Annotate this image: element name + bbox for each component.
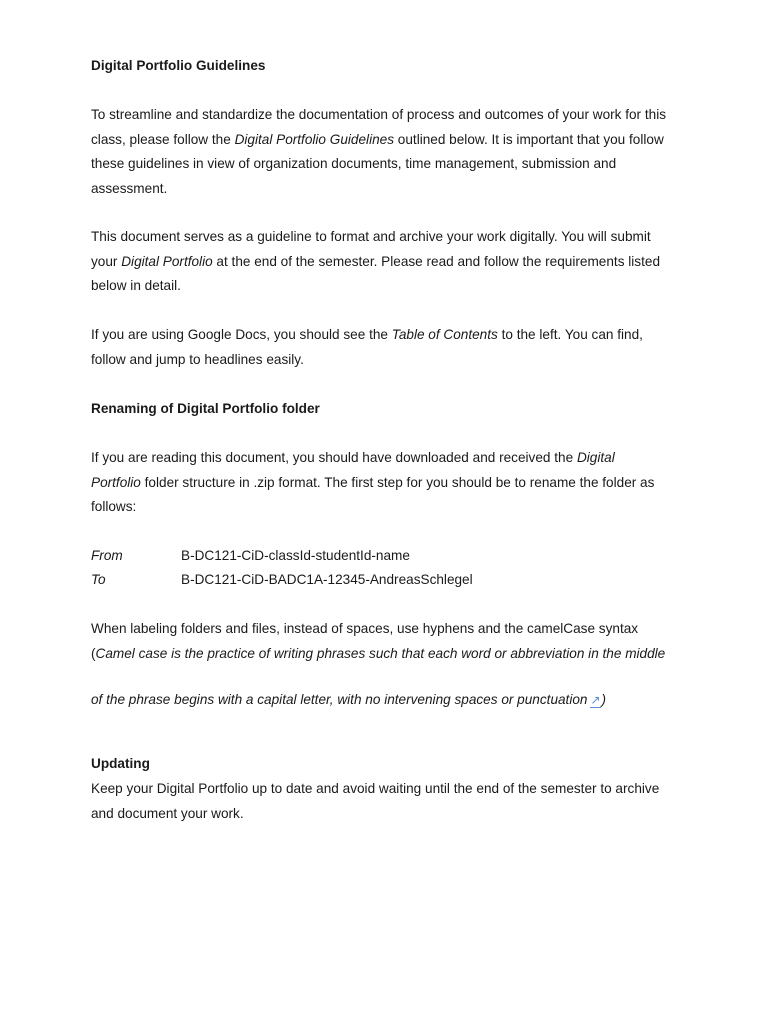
- intro-line-2: class, please follow the Digital Portfolio Guidelines outlined below. It is important that you follow: [91, 131, 664, 147]
- intro-line-3: these guidelines in view of organization documents, time management, submission and: [91, 156, 617, 171]
- toc-note-line-2: follow and jump to headlines easily.: [91, 351, 304, 367]
- updating-line-2: and document your work.: [91, 805, 244, 821]
- toc-note-paragraph: [91, 323, 686, 372]
- intro-paragraph: [91, 103, 686, 201]
- toc-note-line-1: If you are using Google Docs, you should see the Table of Contents to the left. You can find,: [91, 327, 643, 342]
- purpose-line-1: This document serves as a guideline to format and archive your work digitally. You will submit: [91, 229, 651, 244]
- rename-to-row: [91, 568, 473, 593]
- purpose-line-3: below in detail.: [91, 278, 181, 293]
- rename-to-label: To: [91, 572, 106, 587]
- toc-emphasis: Table of Contents: [391, 327, 498, 342]
- intro-line-4: assessment.: [91, 180, 168, 196]
- intro-line-1: To streamline and standardize the documentation of process and outcomes of your work for this: [91, 107, 667, 122]
- updating-line-1: Keep your Digital Portfolio up to date and avoid waiting until the end of the semester to archive: [91, 781, 660, 796]
- renaming-line-3: follows:: [91, 499, 137, 514]
- updating-heading: Updating: [91, 756, 150, 771]
- rename-from-label: From: [91, 548, 123, 563]
- external-link-icon[interactable]: ↗: [590, 693, 601, 707]
- updating-paragraph: [91, 777, 686, 826]
- purpose-line-2: your Digital Portfolio at the end of the semester. Please read and follow the requirements listed: [91, 253, 661, 269]
- purpose-paragraph: [91, 225, 686, 299]
- renaming-line-2: Portfolio folder structure in .zip format. The first step for you should be to rename the folder as: [91, 474, 655, 490]
- renaming-heading: Renaming of Digital Portfolio folder: [91, 401, 320, 416]
- camelcase-continuation: [91, 688, 686, 713]
- camelcase-line-2: (Camel case is the practice of writing phrases such that each word or abbreviation in the middle: [91, 645, 666, 661]
- renaming-line-1: If you are reading this document, you should have downloaded and received the Digital: [91, 450, 615, 465]
- camelcase-line-3: of the phrase begins with a capital letter, with no intervening spaces or punctuation ↗): [91, 692, 607, 707]
- camelcase-paragraph: [91, 617, 686, 666]
- document-title: Digital Portfolio Guidelines: [91, 58, 266, 73]
- rename-from-row: [91, 544, 410, 569]
- rename-to-value: B-DC121-CiD-BADC1A-12345-AndreasSchlegel: [181, 572, 473, 587]
- camelcase-line-1: When labeling folders and files, instead of spaces, use hyphens and the camelCase syntax: [91, 621, 639, 636]
- rename-from-value: B-DC121-CiD-classId-studentId-name: [181, 548, 410, 563]
- portfolio-emphasis: Digital Portfolio: [121, 253, 213, 269]
- guidelines-emphasis: Digital Portfolio Guidelines: [234, 131, 395, 147]
- renaming-paragraph: [91, 446, 686, 520]
